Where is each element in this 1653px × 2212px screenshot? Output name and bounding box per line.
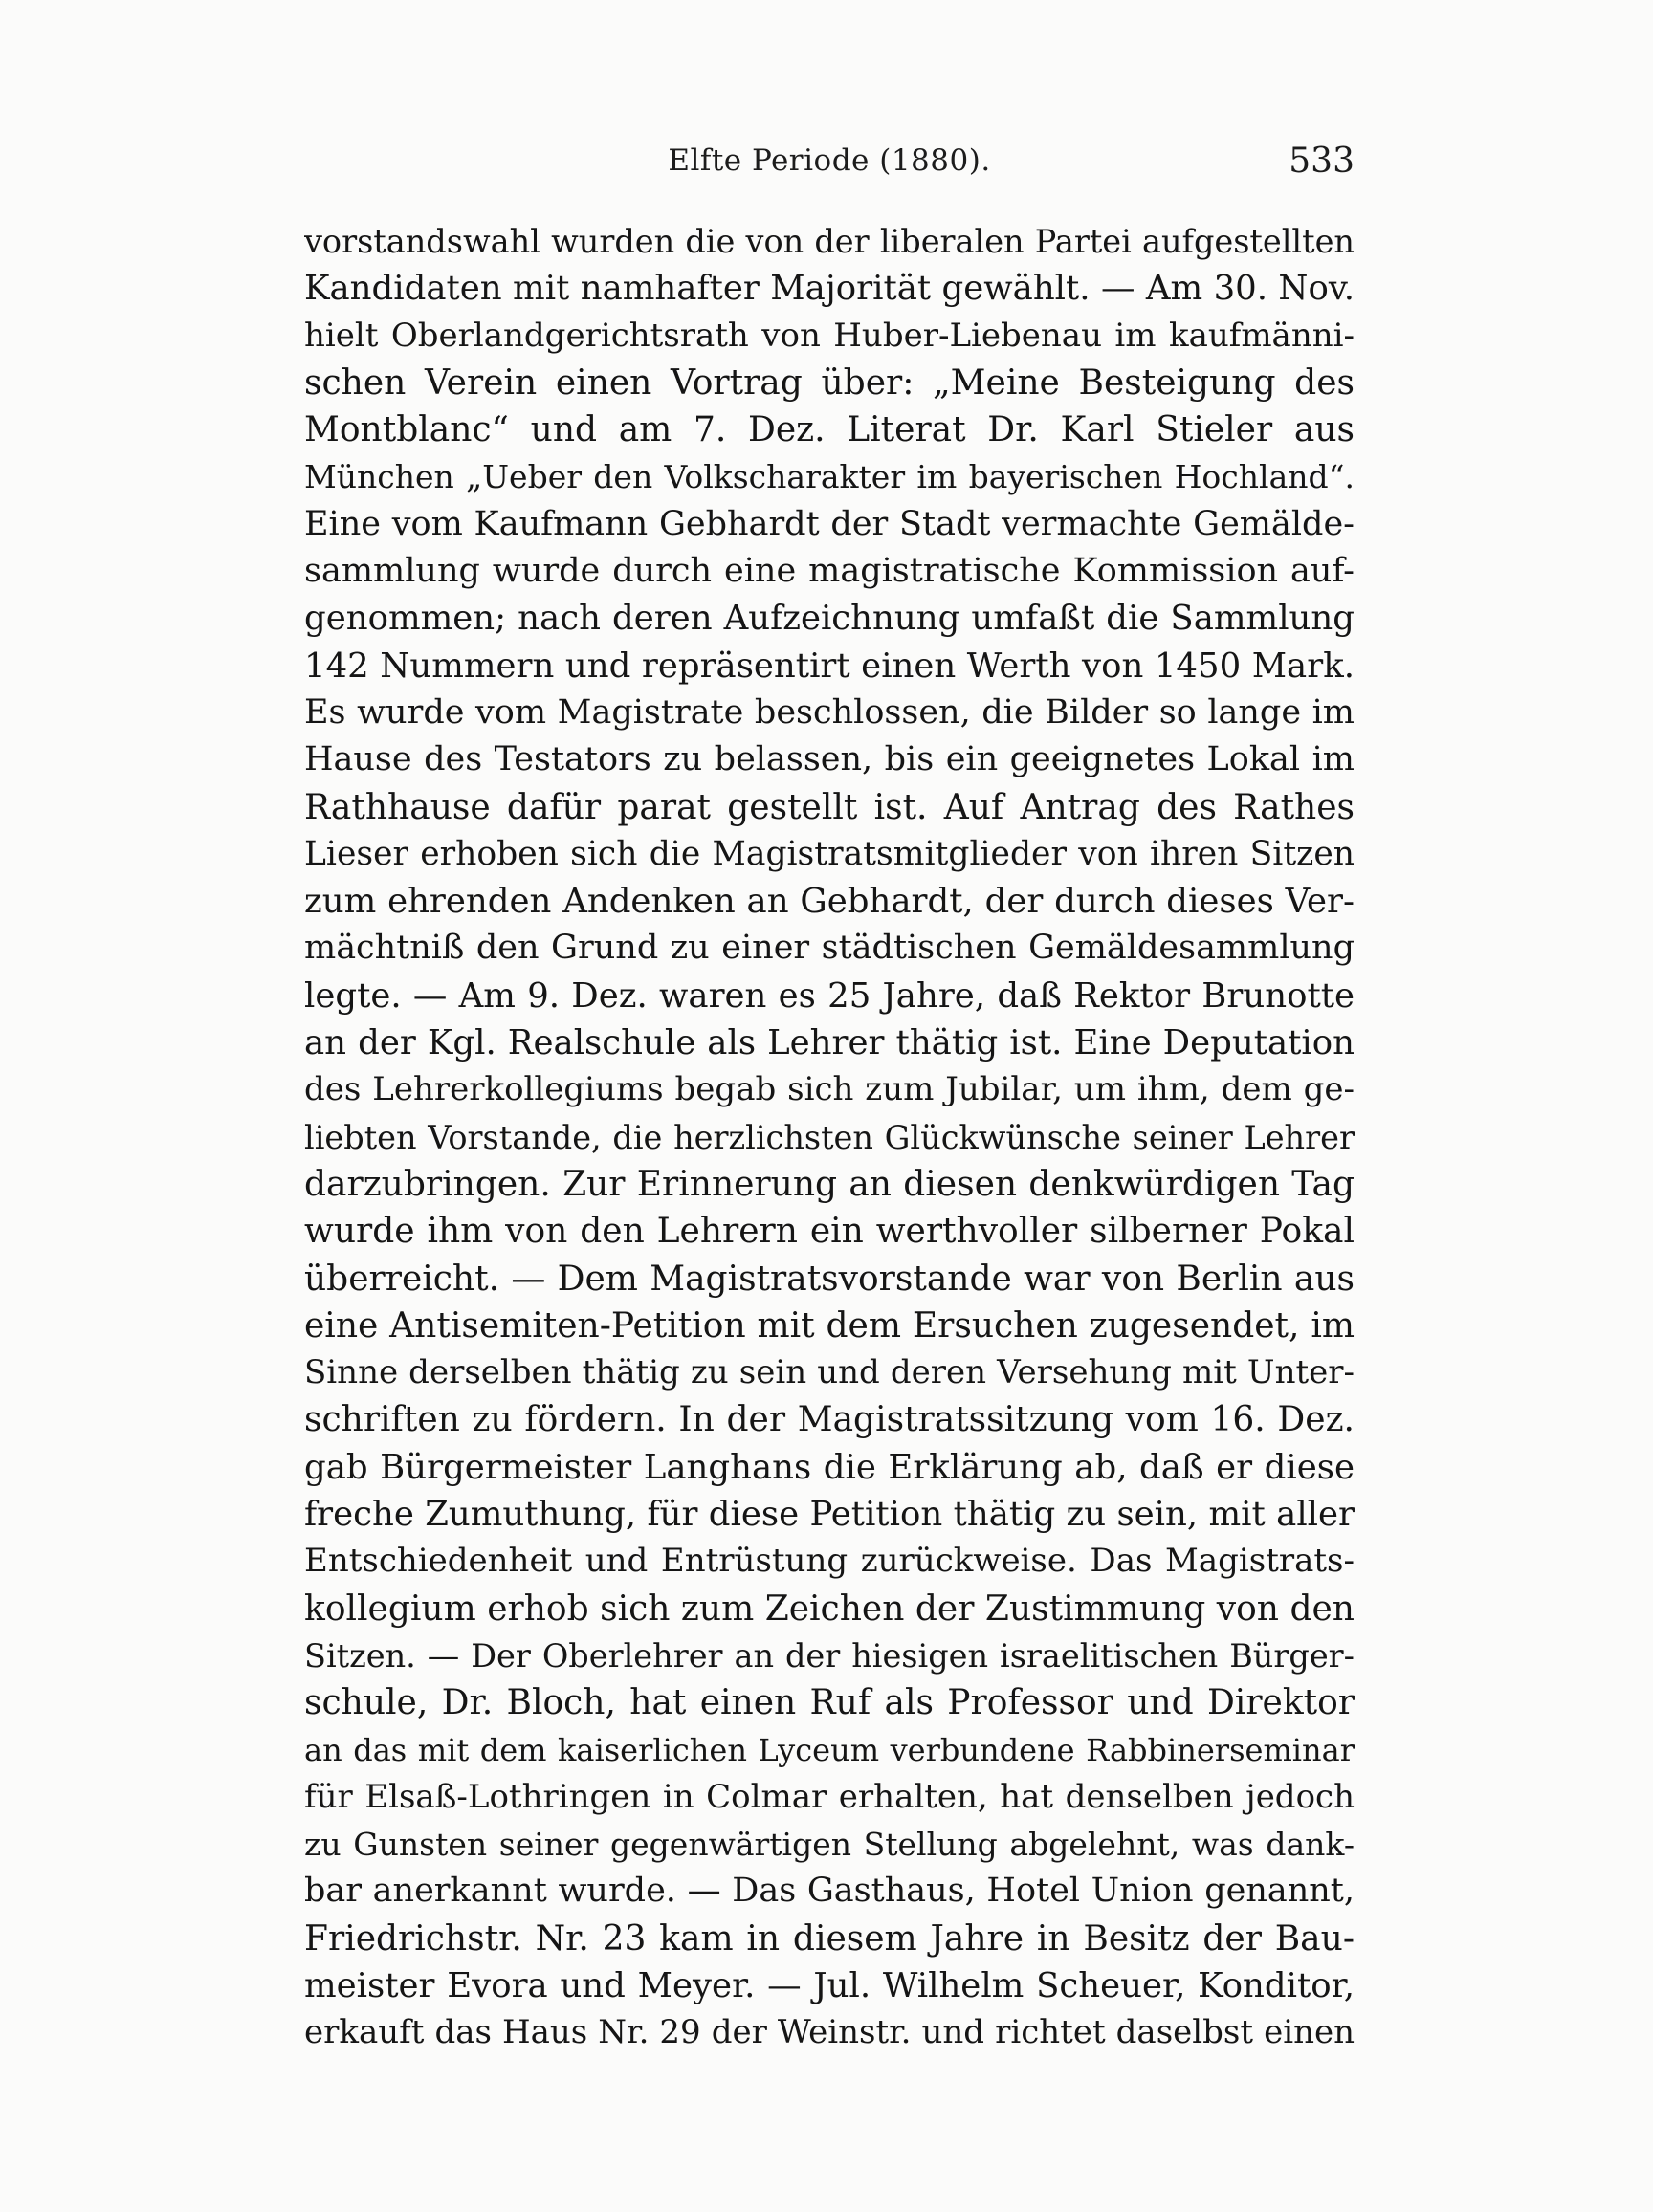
text-line: Montblanc“ und am 7. Dez. Literat Dr. Karl Stieler aus: [304, 410, 1355, 450]
text-line: überreicht. — Dem Magistratsvorstande war von Berlin aus: [304, 1259, 1355, 1299]
text-line: für Elsaß-Lothringen in Colmar erhalten, hat denselben jedoch: [304, 1777, 1355, 1816]
text-line: liebten Vorstande, die herzlichsten Glückwünsche seiner Lehrer: [304, 1118, 1355, 1156]
text-line: erkauft das Haus Nr. 29 der Weinstr. und richtet daselbst einen: [304, 2013, 1355, 2052]
text-line: meister Evora und Meyer. — Jul. Wilhelm Scheuer, Konditor,: [304, 1965, 1355, 2005]
text-line: wurde ihm von den Lehrern ein werthvoller silberner Pokal: [304, 1212, 1355, 1252]
body-text: [304, 218, 1355, 2057]
text-line: zu Gunsten seiner gegenwärtigen Stellung abgelehnt, was dank-: [304, 1826, 1355, 1864]
text-line: Es wurde vom Magistrate beschlossen, die Bilder so lange im: [304, 692, 1355, 732]
text-line: Entschiedenheit und Entrüstung zurückweise. Das Magistrats-: [304, 1542, 1355, 1581]
text-line: bar anerkannt wurde. — Das Gasthaus, Hotel Union genannt,: [304, 1872, 1355, 1911]
page-header: [304, 143, 1355, 186]
text-line: München „Ueber den Volkscharakter im bayerischen Hochland“.: [304, 458, 1355, 496]
text-line: vorstandswahl wurden die von der liberalen Partei aufgestellten: [304, 223, 1355, 260]
text-line: Rathhause dafür parat gestellt ist. Auf Antrag des Rathes: [304, 787, 1355, 827]
text-line: gab Bürgermeister Langhans die Erklärung ab, daß er diese: [304, 1447, 1355, 1487]
text-line: eine Antisemiten-Petition mit dem Ersuchen zugesendet, im: [304, 1305, 1355, 1346]
text-line: darzubringen. Zur Erinnerung an diesen denkwürdigen Tag: [304, 1164, 1355, 1204]
text-line: legte. — Am 9. Dez. waren es 25 Jahre, daß Rektor Brunotte: [304, 975, 1355, 1016]
text-line: Kandidaten mit namhafter Majorität gewählt. — Am 30. Nov.: [304, 269, 1355, 309]
text-line: zum ehrenden Andenken an Gebhardt, der durch dieses Ver-: [304, 882, 1355, 922]
text-line: sammlung wurde durch eine magistratische Kommission auf-: [304, 552, 1355, 591]
text-line: Lieser erhoben sich die Magistratsmitglieder von ihren Sitzen: [304, 834, 1355, 873]
running-head: Elfte Periode (1880).: [668, 143, 991, 178]
text-line: an der Kgl. Realschule als Lehrer thätig ist. Eine Deputation: [304, 1023, 1355, 1063]
text-line: Sinne derselben thätig zu sein und deren Versehung mit Unter-: [304, 1353, 1355, 1392]
text-line: Friedrichstr. Nr. 23 kam in diesem Jahre in Besitz der Bau-: [304, 1918, 1355, 1959]
text-line: mächtniß den Grund zu einer städtischen Gemäldesammlung: [304, 929, 1355, 968]
text-line: 142 Nummern und repräsentirt einen Werth von 1450 Mark.: [304, 646, 1355, 686]
text-line: Sitzen. — Der Oberlehrer an der hiesigen israelitischen Bürger-: [304, 1636, 1355, 1675]
text-line: schule, Dr. Bloch, hat einen Ruf als Professor und Direktor: [304, 1683, 1355, 1723]
text-line: Hause des Testators zu belassen, bis ein geeignetes Lokal im: [304, 740, 1355, 779]
text-line: hielt Oberlandgerichtsrath von Huber-Liebenau im kaufmänni-: [304, 316, 1355, 355]
text-line: freche Zumuthung, für diese Petition thätig zu sein, mit aller: [304, 1495, 1355, 1535]
text-line: genommen; nach deren Aufzeichnung umfaßt die Sammlung: [304, 599, 1355, 639]
text-line: Eine vom Kaufmann Gebhardt der Stadt vermachte Gemälde-: [304, 504, 1355, 543]
text-line: des Lehrerkollegiums begab sich zum Jubilar, um ihm, dem ge-: [304, 1070, 1355, 1109]
text-line: kollegium erhob sich zum Zeichen der Zustimmung von den: [304, 1588, 1355, 1629]
text-line: schen Verein einen Vortrag über: „Meine Besteigung des: [304, 362, 1355, 403]
text-line: an das mit dem kaiserlichen Lyceum verbundene Rabbinerseminar: [304, 1731, 1355, 1768]
page-number: 533: [1289, 142, 1355, 181]
text-line: schriften zu fördern. In der Magistratssitzung vom 16. Dez.: [304, 1400, 1355, 1440]
